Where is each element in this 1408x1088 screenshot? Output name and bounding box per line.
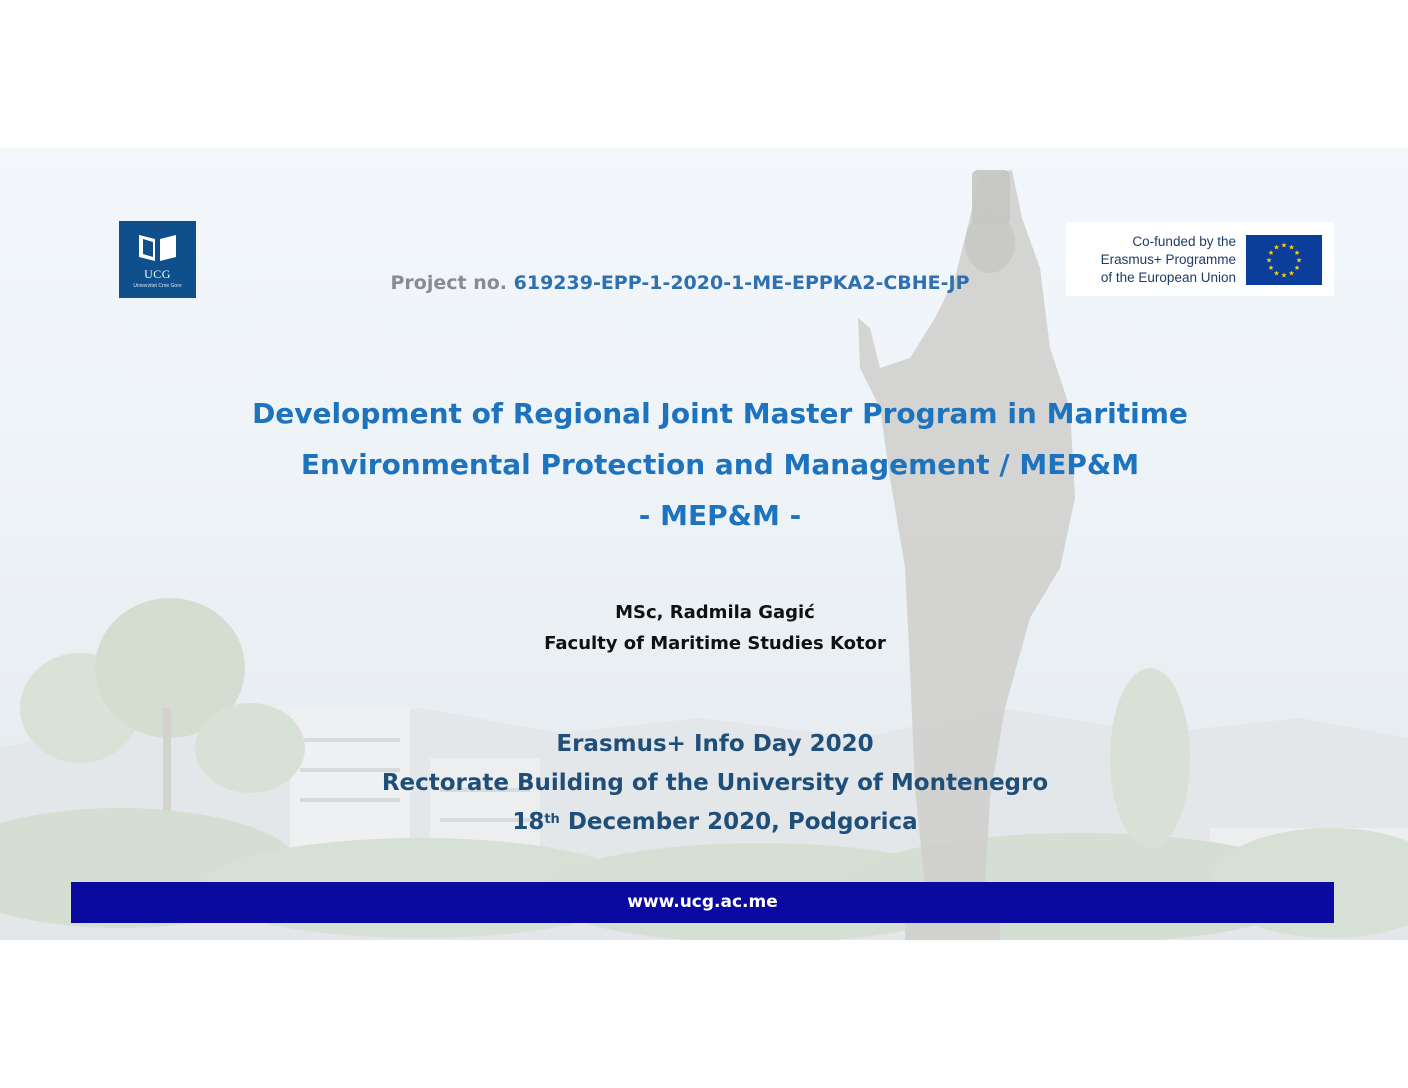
- eu-star-icon: ★: [1293, 265, 1301, 272]
- eu-star-icon: ★: [1280, 272, 1288, 280]
- eu-star-icon: ★: [1267, 265, 1275, 272]
- event-block: [300, 725, 1130, 842]
- eu-badge-line1: Co-funded by the: [1132, 234, 1236, 249]
- title-line-3: - MEP&M -: [638, 499, 802, 532]
- eu-badge-line2: Erasmus+ Programme: [1100, 252, 1236, 267]
- project-label: Project no.: [390, 272, 507, 294]
- title-line-2: Environmental Protection and Management / MEP&M: [300, 448, 1140, 481]
- footer-bar: [71, 882, 1334, 923]
- author-name: MSc, Radmila Gagić: [615, 602, 815, 623]
- project-number: [250, 272, 1110, 294]
- event-date: [300, 803, 1130, 842]
- project-code: 619239-EPP-1-2020-1-ME-EPPKA2-CBHE-JP: [513, 272, 970, 294]
- event-date-rest: December 2020, Podgorica: [559, 809, 918, 835]
- eu-badge-text: [1070, 233, 1236, 287]
- author-affiliation: Faculty of Maritime Studies Kotor: [544, 633, 886, 654]
- ucg-logo: [119, 221, 196, 298]
- author-block: [415, 597, 1015, 659]
- event-date-day: 18: [512, 809, 545, 835]
- event-venue: Rectorate Building of the University of Montenegro: [381, 770, 1049, 796]
- eu-flag-icon: [1246, 235, 1322, 285]
- title-line-1: Development of Regional Joint Master Program in Maritime: [252, 397, 1188, 430]
- ucg-logo-subtext: Univerzitet Crne Gore: [133, 283, 182, 289]
- erasmus-cofunded-badge: [1066, 222, 1334, 296]
- presentation-title: [110, 388, 1330, 541]
- eu-star-icon: ★: [1280, 242, 1288, 250]
- eu-star-icon: ★: [1288, 270, 1295, 278]
- eu-star-icon: ★: [1265, 257, 1273, 265]
- eu-star-icon: ★: [1273, 270, 1280, 278]
- eu-star-icon: ★: [1267, 250, 1275, 257]
- eu-star-icon: ★: [1273, 244, 1280, 252]
- eu-star-icon: ★: [1288, 244, 1295, 252]
- eu-badge-line3: of the European Union: [1100, 270, 1236, 285]
- website-link[interactable]: www.ucg.ac.me: [627, 892, 778, 912]
- ucg-logo-text: UCG: [144, 267, 171, 281]
- eu-star-icon: ★: [1293, 250, 1301, 257]
- event-name: Erasmus+ Info Day 2020: [556, 731, 874, 757]
- eu-star-icon: ★: [1295, 257, 1303, 265]
- event-date-suffix: th: [544, 812, 560, 827]
